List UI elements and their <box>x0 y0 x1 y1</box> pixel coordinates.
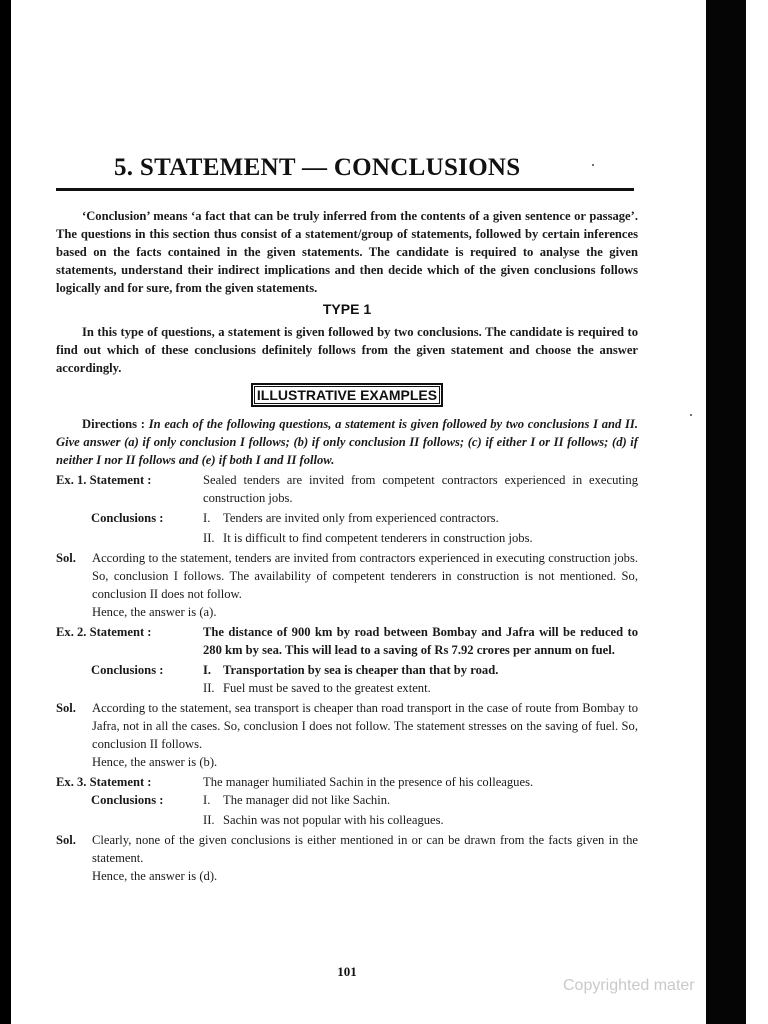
example-3-conclusion-1-row <box>56 791 638 809</box>
example-2-conclusion-1-row <box>56 661 638 679</box>
conclusion-text: Sachin was not popular with his colleagues. <box>223 813 444 827</box>
conclusion-text: Fuel must be saved to the greatest extent. <box>223 681 431 695</box>
example-label: Ex. 1. Statement : <box>56 473 152 487</box>
conclusion-text: The manager did not like Sachin. <box>223 793 391 807</box>
solution-label: Sol. <box>56 833 76 847</box>
conclusion-number: I. <box>203 663 212 677</box>
answer-text: Hence, the answer is (b). <box>92 755 218 769</box>
statement-text: Sealed tenders are invited from competent contractors experienced in executing construction jobs. <box>203 473 638 505</box>
directions-paragraph <box>56 415 638 469</box>
example-3-conclusion-2-row <box>56 811 638 829</box>
type-heading: TYPE 1 <box>322 301 372 317</box>
title-rule <box>56 188 634 191</box>
copyright-watermark: Copyrighted mater <box>563 977 695 994</box>
solution-label: Sol. <box>56 701 76 715</box>
statement-text: The manager humiliated Sachin in the presence of his colleagues. <box>203 775 534 789</box>
example-1-conclusion-2-row <box>56 529 638 547</box>
conclusions-label: Conclusions : <box>91 793 164 807</box>
conclusion-number: II. <box>203 681 215 695</box>
conclusion-number: I. <box>203 511 211 525</box>
illustrative-heading-wrap <box>56 383 638 409</box>
conclusion-number: I. <box>203 793 211 807</box>
conclusion-number: II. <box>203 531 215 545</box>
example-3-answer-row <box>56 867 638 885</box>
solution-text: According to the statement, tenders are invited from contractors experienced in executing construction jobs. So, conclusion I follows. The availability of competent tenderers in construction is not mentioned. So, conclusion II does not follow. <box>92 551 638 601</box>
conclusion-number: II. <box>203 813 215 827</box>
directions-label: Directions : <box>82 417 149 431</box>
statement-text: The distance of 900 km by road between Bombay and Jafra will be reduced to 280 km by sea. This will lead to a saving of Rs 7.92 crores per annum on fuel. <box>203 625 638 657</box>
directions-text: In each of the following questions, a statement is given followed by two conclusions I and II. Give answer (a) if only conclusion I follows; (b) if only conclusion II follows; (c) if either I or II follows; (d) if neither I nor II follows and (e) if both I and II follow. <box>56 417 638 467</box>
example-1-solution-row <box>56 549 638 603</box>
conclusion-text: It is difficult to find competent tenderers in construction jobs. <box>223 531 533 545</box>
solution-label: Sol. <box>56 551 76 565</box>
page-number: 101 <box>337 964 357 979</box>
scan-left-border <box>0 0 11 1024</box>
example-2-solution-row <box>56 699 638 753</box>
illustrative-heading: ILLUSTRATIVE EXAMPLES <box>251 383 443 407</box>
book-page <box>56 150 638 885</box>
example-3-statement-row <box>56 773 638 791</box>
scan-right-border <box>706 0 746 1024</box>
conclusions-label: Conclusions : <box>91 663 164 677</box>
example-2-answer-row <box>56 753 638 771</box>
chapter-title: 5. STATEMENT — CONCLUSIONS <box>114 154 521 181</box>
example-2-conclusion-2-row <box>56 679 638 697</box>
example-3-solution-row <box>56 831 638 867</box>
example-label: Ex. 2. Statement : <box>56 625 152 639</box>
conclusion-text: Tenders are invited only from experienced contractors. <box>223 511 499 525</box>
answer-text: Hence, the answer is (a). <box>92 605 217 619</box>
example-1-answer-row <box>56 603 638 621</box>
conclusion-text: Transportation by sea is cheaper than that by road. <box>223 663 499 677</box>
example-1-conclusion-1-row <box>56 509 638 527</box>
intro-paragraph: ‘Conclusion’ means ‘a fact that can be truly inferred from the contents of a given sentence or passage’. The questions in this section thus consist of a statement/group of statements, followed by certain inferences based on the facts contained in the given statements. The candidate is required to analyse the given statements, understand their indirect implications and then decide which of the given conclusions follows logically and for sure, from the given statements. <box>56 209 638 295</box>
solution-text: According to the statement, sea transport is cheaper than road transport in the case of route from Bombay to Jafra, not in all the cases. So, conclusion I does not follow. The statement stresses on the saving of fuel. So, conclusion II follows. <box>92 701 638 751</box>
example-label: Ex. 3. Statement : <box>56 775 152 789</box>
example-2-statement-row <box>56 623 638 659</box>
example-1-statement-row <box>56 471 638 507</box>
solution-text: Clearly, none of the given conclusions is either mentioned in or can be drawn from the facts given in the statement. <box>92 833 638 865</box>
conclusions-label: Conclusions : <box>91 511 164 525</box>
answer-text: Hence, the answer is (d). <box>92 869 218 883</box>
type-paragraph: In this type of questions, a statement is given followed by two conclusions. The candidate is required to find out which of these conclusions definitely follows from the given statement and choose the answer accordingly. <box>56 325 638 375</box>
scan-speck <box>690 414 692 416</box>
